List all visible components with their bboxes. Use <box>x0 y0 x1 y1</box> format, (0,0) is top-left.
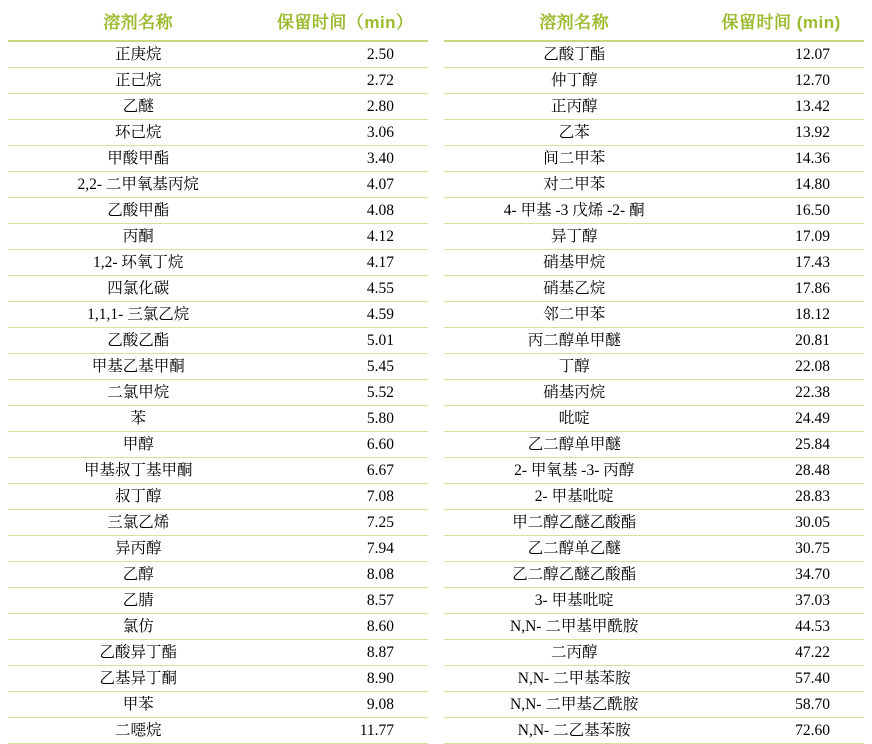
retention-time-cell: 47.22 <box>704 640 864 666</box>
solvent-name-cell: 3- 甲基吡啶 <box>444 588 704 614</box>
retention-time-cell: 30.75 <box>704 536 864 562</box>
table-row <box>8 640 428 666</box>
solvent-name-cell: N,N- 二乙基苯胺 <box>444 718 704 744</box>
table-row <box>8 406 428 432</box>
retention-time-cell: 13.42 <box>704 94 864 120</box>
table-row <box>444 328 864 354</box>
retention-time-cell: 34.70 <box>704 562 864 588</box>
retention-time-cell: 28.83 <box>704 484 864 510</box>
retention-time-cell: 3.40 <box>268 146 428 172</box>
solvent-name-cell: 乙酸丁酯 <box>444 41 704 68</box>
table-row <box>444 224 864 250</box>
table-body-right <box>444 41 864 744</box>
left-table-container <box>0 0 436 739</box>
retention-time-cell: 5.80 <box>268 406 428 432</box>
table-row <box>444 302 864 328</box>
retention-time-cell: 72.60 <box>704 718 864 744</box>
table-row <box>8 484 428 510</box>
table-row <box>8 250 428 276</box>
solvent-name-cell: 乙酸乙酯 <box>8 328 268 354</box>
solvent-name-cell: 叔丁醇 <box>8 484 268 510</box>
table-row <box>8 224 428 250</box>
solvent-name-cell: 对二甲苯 <box>444 172 704 198</box>
solvent-name-cell: N,N- 二甲基苯胺 <box>444 666 704 692</box>
solvent-name-cell: 三氯乙烯 <box>8 510 268 536</box>
solvent-name-cell: N,N- 二甲基乙酰胺 <box>444 692 704 718</box>
solvent-name-cell: 乙醇 <box>8 562 268 588</box>
solvent-name-cell: 乙苯 <box>444 120 704 146</box>
retention-time-cell: 8.60 <box>268 614 428 640</box>
column-header-retention-time: 保留时间 (min) <box>704 4 864 41</box>
retention-time-cell: 24.49 <box>704 406 864 432</box>
column-header-retention-time: 保留时间（min） <box>268 4 428 41</box>
solvent-name-cell: 4- 甲基 -3 戊烯 -2- 酮 <box>444 198 704 224</box>
retention-time-cell: 22.38 <box>704 380 864 406</box>
solvent-name-cell: 氯仿 <box>8 614 268 640</box>
retention-time-cell: 7.25 <box>268 510 428 536</box>
solvent-name-cell: 甲醇 <box>8 432 268 458</box>
retention-time-cell: 4.12 <box>268 224 428 250</box>
retention-time-cell: 30.05 <box>704 510 864 536</box>
solvent-name-cell: 2- 甲基吡啶 <box>444 484 704 510</box>
retention-time-cell: 12.07 <box>704 41 864 68</box>
table-row <box>8 666 428 692</box>
retention-time-cell: 17.43 <box>704 250 864 276</box>
solvent-name-cell: 甲酸甲酯 <box>8 146 268 172</box>
retention-time-cell: 8.08 <box>268 562 428 588</box>
solvent-name-cell: 甲苯 <box>8 692 268 718</box>
retention-time-cell: 58.70 <box>704 692 864 718</box>
solvent-name-cell: 硝基乙烷 <box>444 276 704 302</box>
solvent-name-cell: 二氯甲烷 <box>8 380 268 406</box>
retention-time-cell: 8.90 <box>268 666 428 692</box>
retention-time-cell: 4.08 <box>268 198 428 224</box>
solvent-name-cell: 乙酸异丁酯 <box>8 640 268 666</box>
retention-time-cell: 16.50 <box>704 198 864 224</box>
retention-time-cell: 25.84 <box>704 432 864 458</box>
table-body-left <box>8 41 428 744</box>
table-row <box>444 458 864 484</box>
solvent-name-cell: 2,2- 二甲氧基丙烷 <box>8 172 268 198</box>
table-row <box>444 94 864 120</box>
table-row <box>8 172 428 198</box>
solvent-name-cell: 正丙醇 <box>444 94 704 120</box>
solvent-name-cell: 1,1,1- 三氯乙烷 <box>8 302 268 328</box>
retention-time-cell: 3.06 <box>268 120 428 146</box>
solvent-name-cell: 乙酸甲酯 <box>8 198 268 224</box>
table-row <box>444 510 864 536</box>
table-row <box>8 198 428 224</box>
table-row <box>444 276 864 302</box>
table-row <box>8 614 428 640</box>
table-row <box>8 536 428 562</box>
retention-time-cell: 9.08 <box>268 692 428 718</box>
retention-time-cell: 2.72 <box>268 68 428 94</box>
table-row <box>444 172 864 198</box>
solvent-name-cell: 正己烷 <box>8 68 268 94</box>
solvent-name-cell: 1,2- 环氧丁烷 <box>8 250 268 276</box>
solvent-name-cell: 异丙醇 <box>8 536 268 562</box>
solvent-name-cell: 乙基异丁酮 <box>8 666 268 692</box>
table-row <box>444 406 864 432</box>
solvent-name-cell: 丙酮 <box>8 224 268 250</box>
table-row <box>444 250 864 276</box>
table-row <box>444 198 864 224</box>
retention-time-cell: 7.94 <box>268 536 428 562</box>
table-row <box>444 640 864 666</box>
retention-time-cell: 6.67 <box>268 458 428 484</box>
header-row <box>444 4 864 41</box>
solvent-name-cell: 四氯化碳 <box>8 276 268 302</box>
solvent-name-cell: 环己烷 <box>8 120 268 146</box>
table-row <box>444 718 864 744</box>
retention-time-cell: 8.57 <box>268 588 428 614</box>
table-row <box>444 120 864 146</box>
table-header-right <box>444 4 864 41</box>
retention-time-cell: 17.86 <box>704 276 864 302</box>
table-row <box>8 41 428 68</box>
column-header-name: 溶剂名称 <box>8 4 268 41</box>
retention-time-cell: 7.08 <box>268 484 428 510</box>
retention-time-cell: 20.81 <box>704 328 864 354</box>
retention-time-cell: 37.03 <box>704 588 864 614</box>
table-row <box>8 692 428 718</box>
solvent-name-cell: 丙二醇单甲醚 <box>444 328 704 354</box>
solvent-name-cell: 二丙醇 <box>444 640 704 666</box>
table-row <box>444 484 864 510</box>
table-row <box>8 276 428 302</box>
retention-time-cell: 5.45 <box>268 354 428 380</box>
table-row <box>8 120 428 146</box>
solvent-name-cell: N,N- 二甲基甲酰胺 <box>444 614 704 640</box>
solvent-name-cell: 间二甲苯 <box>444 146 704 172</box>
solvent-name-cell: 乙腈 <box>8 588 268 614</box>
table-row <box>8 458 428 484</box>
header-row <box>8 4 428 41</box>
retention-time-cell: 6.60 <box>268 432 428 458</box>
solvent-name-cell: 硝基丙烷 <box>444 380 704 406</box>
solvent-name-cell: 正庚烷 <box>8 41 268 68</box>
solvent-name-cell: 二噁烷 <box>8 718 268 744</box>
solvent-name-cell: 甲基乙基甲酮 <box>8 354 268 380</box>
retention-time-cell: 17.09 <box>704 224 864 250</box>
table-row <box>444 432 864 458</box>
table-row <box>444 614 864 640</box>
retention-time-cell: 4.17 <box>268 250 428 276</box>
retention-time-cell: 18.12 <box>704 302 864 328</box>
table-row <box>8 302 428 328</box>
table-row <box>444 536 864 562</box>
solvent-table-right <box>444 4 864 744</box>
table-row <box>444 68 864 94</box>
retention-time-cell: 8.87 <box>268 640 428 666</box>
solvent-name-cell: 甲基叔丁基甲酮 <box>8 458 268 484</box>
table-row <box>444 588 864 614</box>
solvent-name-cell: 乙二醇乙醚乙酸酯 <box>444 562 704 588</box>
table-row <box>8 562 428 588</box>
table-row <box>8 94 428 120</box>
retention-time-cell: 14.80 <box>704 172 864 198</box>
solvent-name-cell: 乙醚 <box>8 94 268 120</box>
table-row <box>444 41 864 68</box>
table-row <box>8 328 428 354</box>
solvent-name-cell: 丁醇 <box>444 354 704 380</box>
retention-time-cell: 4.59 <box>268 302 428 328</box>
solvent-name-cell: 仲丁醇 <box>444 68 704 94</box>
table-row <box>8 718 428 744</box>
retention-time-cell: 12.70 <box>704 68 864 94</box>
retention-time-cell: 13.92 <box>704 120 864 146</box>
retention-time-cell: 5.52 <box>268 380 428 406</box>
retention-time-cell: 4.07 <box>268 172 428 198</box>
table-row <box>8 380 428 406</box>
table-row <box>444 380 864 406</box>
retention-time-cell: 5.01 <box>268 328 428 354</box>
retention-time-cell: 44.53 <box>704 614 864 640</box>
table-row <box>444 666 864 692</box>
solvent-name-cell: 甲二醇乙醚乙酸酯 <box>444 510 704 536</box>
retention-time-cell: 2.80 <box>268 94 428 120</box>
retention-time-cell: 11.77 <box>268 718 428 744</box>
solvent-name-cell: 乙二醇单甲醚 <box>444 432 704 458</box>
table-row <box>444 692 864 718</box>
table-row <box>8 510 428 536</box>
solvent-table-left <box>8 4 428 744</box>
table-row <box>444 562 864 588</box>
solvent-name-cell: 乙二醇单乙醚 <box>444 536 704 562</box>
retention-time-cell: 22.08 <box>704 354 864 380</box>
right-table-container <box>436 0 872 739</box>
table-row <box>444 354 864 380</box>
table-row <box>8 146 428 172</box>
solvent-name-cell: 硝基甲烷 <box>444 250 704 276</box>
table-row <box>8 68 428 94</box>
table-row <box>8 354 428 380</box>
solvent-name-cell: 邻二甲苯 <box>444 302 704 328</box>
table-row <box>8 588 428 614</box>
retention-time-cell: 28.48 <box>704 458 864 484</box>
solvent-name-cell: 异丁醇 <box>444 224 704 250</box>
retention-time-cell: 57.40 <box>704 666 864 692</box>
table-row <box>8 432 428 458</box>
retention-time-cell: 2.50 <box>268 41 428 68</box>
solvent-name-cell: 2- 甲氧基 -3- 丙醇 <box>444 458 704 484</box>
solvent-name-cell: 苯 <box>8 406 268 432</box>
retention-time-cell: 4.55 <box>268 276 428 302</box>
column-header-name: 溶剂名称 <box>444 4 704 41</box>
table-header-left <box>8 4 428 41</box>
retention-time-cell: 14.36 <box>704 146 864 172</box>
table-row <box>444 146 864 172</box>
solvent-name-cell: 吡啶 <box>444 406 704 432</box>
